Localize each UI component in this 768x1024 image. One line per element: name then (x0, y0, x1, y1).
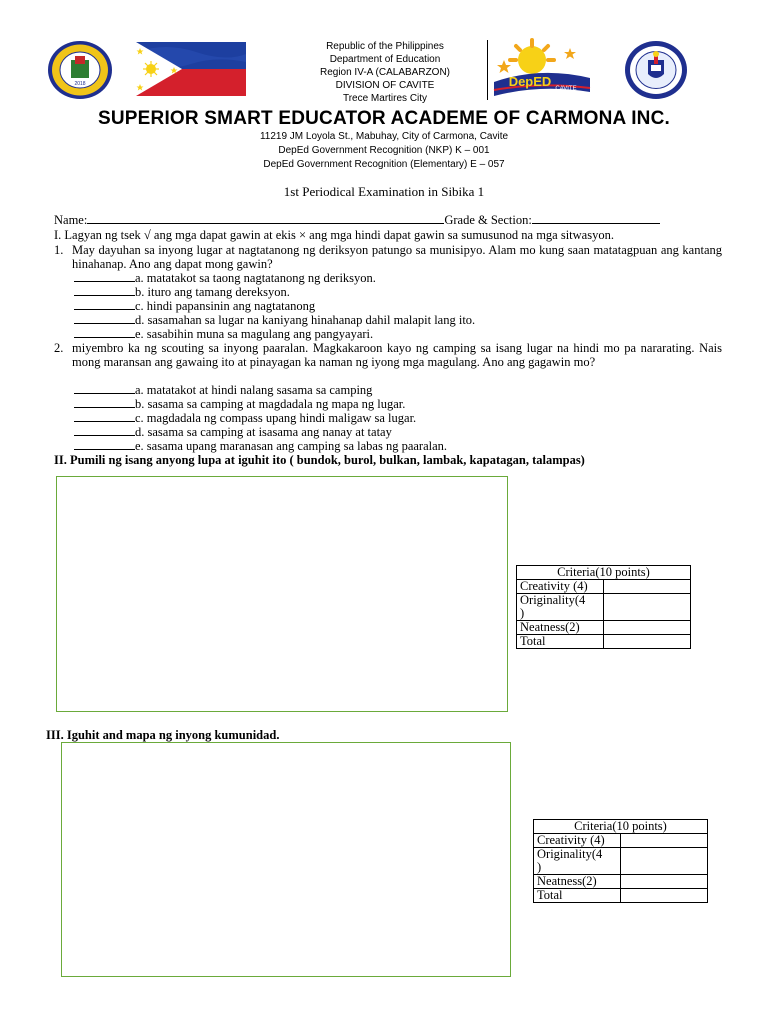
header-divider (487, 40, 488, 100)
criteria-neatness: Neatness(2) (534, 875, 621, 889)
q2-number: 2. (54, 341, 64, 355)
score-cell[interactable] (621, 889, 708, 903)
agency-line: Republic of the Philippines (326, 41, 444, 52)
deped-cavite-logo (490, 38, 594, 102)
school-seal-logo (47, 40, 113, 100)
name-field[interactable] (87, 213, 444, 224)
recognition-elementary: DepEd Government Recognition (Elementary) E – 057 (263, 159, 505, 170)
agency-line: DIVISION OF CAVITE (335, 80, 435, 91)
score-cell[interactable] (604, 594, 691, 621)
landform-drawing-area[interactable] (56, 476, 508, 712)
agency-header (290, 40, 480, 105)
criteria-table-part2 (516, 565, 691, 649)
q1-choice (74, 299, 315, 313)
answer-blank[interactable] (74, 299, 135, 310)
choice-text: d. sasamahan sa lugar na kaniyang hinahanap dahil malapit lang ito. (135, 313, 476, 327)
criteria-originality: Originality(4 ) (534, 848, 621, 875)
q1-choice (74, 285, 290, 299)
school-address: 11219 JM Loyola St., Mabuhay, City of Carmona, Cavite (259, 131, 509, 142)
part3-instruction: III. Iguhit and mapa ng inyong kumunidad. (46, 728, 280, 742)
score-cell[interactable] (621, 834, 708, 848)
score-cell[interactable] (604, 635, 691, 649)
name-label: Name: (54, 213, 88, 227)
criteria-table-part3 (533, 819, 708, 903)
answer-blank[interactable] (74, 439, 135, 450)
score-cell[interactable] (621, 848, 708, 875)
criteria-header: Criteria(10 points) (534, 820, 708, 834)
deped-kagawaran-seal (624, 40, 688, 100)
part1-instruction: I. Lagyan ng tsek √ ang mga dapat gawin at ekis × ang mga hindi dapat gawin sa sumusunod na mga sitwasyon. (54, 228, 614, 242)
q1-choice (74, 327, 373, 341)
q2-choice (74, 425, 392, 439)
choice-text: d. sasama sa camping at isasama ang nanay at tatay (135, 425, 392, 439)
community-map-drawing-area[interactable] (61, 742, 511, 977)
grade-section-label: Grade & Section: (444, 213, 532, 227)
choice-text: e. sasabihin muna sa magulang ang pangyayari. (135, 327, 374, 341)
q2-choice (74, 383, 372, 397)
criteria-originality: Originality(4 ) (517, 594, 604, 621)
score-cell[interactable] (604, 621, 691, 635)
q2-text: miyembro ka ng scouting sa inyong paaralan. Magkakaroon kayo ng camping sa isang lugar na hindi mo pa nararating. Nais mong maransan ang gawaing ito at pinayagan ka naman ng iyong mga magulang. Ano ang gagawin mo? (72, 341, 722, 369)
criteria-creativity: Creativity (4) (534, 834, 621, 848)
choice-text: a. matatakot sa taong nagtatanong ng deriksyon. (135, 271, 376, 285)
agency-line: Trece Martires City (342, 93, 428, 104)
svg-text:2018: 2018 (74, 81, 86, 87)
choice-text: c. magdadala ng compass upang hindi maligaw sa lugar. (135, 411, 417, 425)
grade-section-field[interactable] (532, 213, 660, 224)
agency-line: Department of Education (329, 54, 441, 65)
answer-blank[interactable] (74, 397, 135, 408)
choice-text: b. ituro ang tamang dereksyon. (135, 285, 290, 299)
answer-blank[interactable] (74, 327, 135, 338)
q2-choice (74, 439, 447, 453)
answer-blank[interactable] (74, 383, 135, 394)
answer-blank[interactable] (74, 271, 135, 282)
exam-title: 1st Periodical Examination in Sibika 1 (283, 184, 485, 199)
choice-text: e. sasama upang maranasan ang camping sa labas ng paaralan. (135, 439, 448, 453)
choice-text: a. matatakot at hindi nalang sasama sa camping (135, 383, 373, 397)
part2-instruction: II. Pumili ng isang anyong lupa at iguhit ito ( bundok, burol, bulkan, lambak, kapatagan, talampas) (54, 453, 585, 467)
criteria-neatness: Neatness(2) (517, 621, 604, 635)
philippine-flag (136, 42, 246, 96)
recognition-nkp: DepEd Government Recognition (NKP) K – 001 (278, 145, 490, 156)
q2-choice (74, 397, 405, 411)
criteria-total: Total (534, 889, 621, 903)
answer-blank[interactable] (74, 411, 135, 422)
criteria-total: Total (517, 635, 604, 649)
criteria-header: Criteria(10 points) (517, 566, 691, 580)
choice-text: b. sasama sa camping at magdadala ng mapa ng lugar. (135, 397, 406, 411)
q1-choice (74, 313, 475, 327)
svg-text:CAVITE: CAVITE (555, 86, 577, 92)
agency-line: Region IV-A (CALABARZON) (319, 67, 451, 78)
answer-blank[interactable] (74, 313, 135, 324)
answer-blank[interactable] (74, 285, 135, 296)
svg-text:DepED: DepED (508, 74, 552, 89)
q1-number: 1. (54, 243, 64, 257)
q1-choice (74, 271, 376, 285)
name-grade-row (54, 213, 660, 227)
school-name: SUPERIOR SMART EDUCATOR ACADEME OF CARMONA INC. (97, 108, 670, 129)
q1-text: May dayuhan sa inyong lugar at nagtatanong ng deriksyon patungo sa munisipyo. Alam mo kung saan matatagpuan ang kantang hinahanap. Ano ang dapat mong gawin? (72, 243, 722, 271)
q2-choice (74, 411, 416, 425)
choice-text: c. hindi papansinin ang nagtatanong (135, 299, 316, 313)
score-cell[interactable] (621, 875, 708, 889)
answer-blank[interactable] (74, 425, 135, 436)
criteria-creativity: Creativity (4) (517, 580, 604, 594)
score-cell[interactable] (604, 580, 691, 594)
